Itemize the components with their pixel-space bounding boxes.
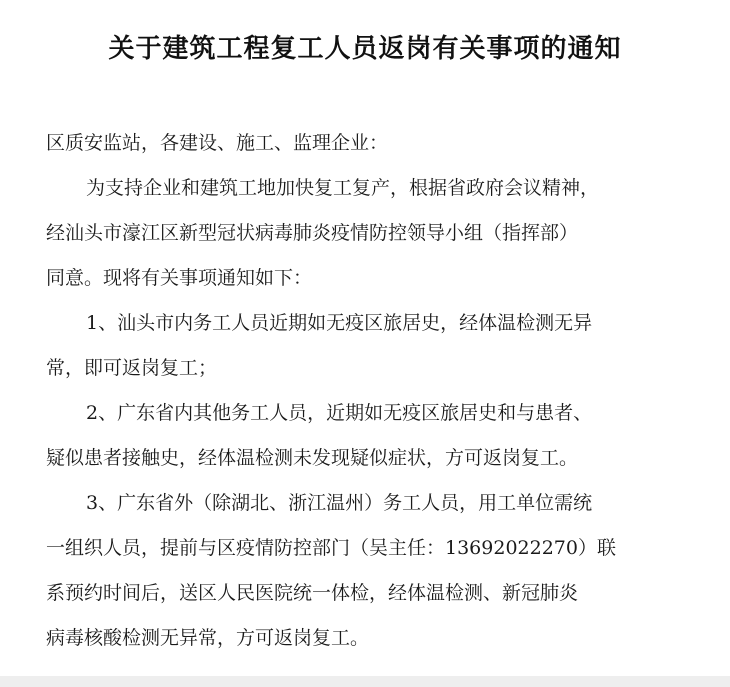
item-3-line-2: 一组织人员，提前与区疫情防控部门（吴主任：13692022270）联: [46, 537, 616, 559]
item-3-line-4: 病毒核酸检测无异常，方可返岗复工。: [46, 627, 370, 649]
paragraph-1-line-2: 经汕头市濠江区新型冠状病毒肺炎疫情防控领导小组（指挥部）: [46, 222, 579, 244]
item-3-line-1: 3、广东省外（除湖北、浙江温州）务工人员，用工单位需统: [86, 492, 593, 514]
paragraph-1-line-1: 为支持企业和建筑工地加快复工复产，根据省政府会议精神，: [86, 177, 600, 199]
document-body: [46, 121, 696, 661]
item-3-line-3: 系预约时间后，送区人民医院统一体检，经体温检测、新冠肺炎: [46, 582, 579, 604]
page-bottom-edge: [0, 676, 730, 687]
paragraph-1-line-3: 同意。现将有关事项通知如下：: [46, 267, 313, 289]
item-2-line-2: 疑似患者接触史，经体温检测未发现疑似症状，方可返岗复工。: [46, 447, 579, 469]
item-1-line-2: 常，即可返岗复工；: [46, 357, 218, 379]
salutation: 区质安监站，各建设、施工、监理企业：: [46, 132, 389, 154]
item-1-line-1: 1、汕头市内务工人员近期如无疫区旅居史，经体温检测无异: [86, 312, 593, 334]
item-2-line-1: 2、广东省内其他务工人员，近期如无疫区旅居史和与患者、: [86, 402, 593, 424]
document-title: 关于建筑工程复工人员返岗有关事项的通知: [108, 34, 622, 64]
